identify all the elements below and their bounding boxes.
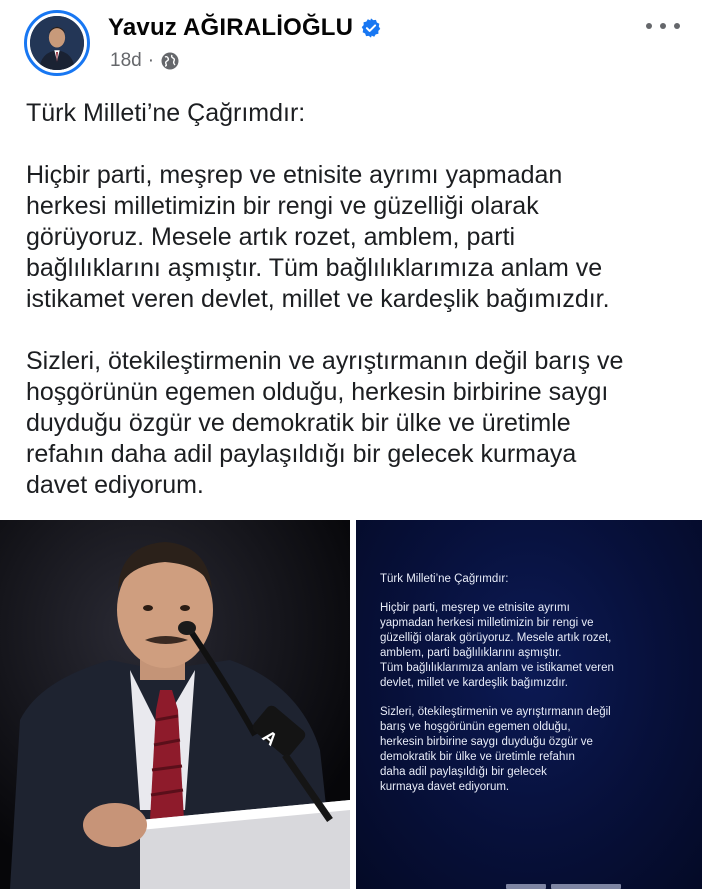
statement-heading: Türk Milleti’ne Çağrımdır:	[380, 573, 509, 585]
post-line: istikamet veren devlet, millet ve kardeşlik bağımızdır.	[26, 285, 610, 313]
post-heading: Türk Milleti’ne Çağrımdır:	[26, 99, 306, 127]
author-name[interactable]: Yavuz AĞIRALİOĞLU	[108, 14, 354, 41]
statement-image[interactable]	[356, 520, 702, 889]
svg-text:A: A	[258, 725, 282, 750]
statement-line: yapmadan herkesi milletimizin bir rengi ve	[380, 617, 594, 629]
statement-line: herkesin birbirine saygı duyduğu özgür ve	[380, 736, 593, 748]
post-header	[0, 0, 702, 90]
statement-line: Hiçbir parti, meşrep ve etnisite ayrımı	[380, 602, 570, 614]
signature-mark	[551, 884, 621, 889]
post-text	[26, 98, 686, 501]
signature-mark	[506, 884, 546, 889]
author-line	[108, 14, 382, 42]
author-avatar[interactable]	[24, 10, 90, 76]
post-line: davet ediyorum.	[26, 471, 204, 499]
speaker-photo[interactable]	[0, 520, 350, 889]
statement-line: demokratik bir ülke ve üretimle refahın	[380, 751, 575, 763]
statement-text	[380, 572, 690, 795]
statement-signature	[506, 876, 656, 884]
post-line: Sizleri, ötekileştirmenin ve ayrıştırmanın değil barış ve	[26, 347, 624, 375]
more-dot	[646, 23, 652, 29]
post-line: bağlılıklarını aşmıştır. Tüm bağlılıklarımıza anlam ve	[26, 254, 603, 282]
statement-line: devlet, millet ve kardeşlik bağımızdır.	[380, 677, 568, 689]
post-line: duyduğu özgür ve demokratik bir ülke ve üretimle	[26, 409, 571, 437]
more-dot	[674, 23, 680, 29]
statement-line: daha adil paylaşıldığı bir gelecek	[380, 766, 547, 778]
avatar-image	[30, 16, 84, 70]
more-dot	[660, 23, 666, 29]
post-media	[0, 520, 702, 889]
post-line: refahın daha adil paylaşıldığı bir gelecek kurmaya	[26, 440, 577, 468]
statement-line: kurmaya davet ediyorum.	[380, 781, 510, 793]
post-line: herkesi milletimizin bir rengi ve güzelliği olarak	[26, 192, 539, 220]
statement-line: Tüm bağlılıklarımıza anlam ve istikamet veren	[380, 662, 614, 674]
statement-line: güzelliği olarak görüyoruz. Mesele artık rozet,	[380, 632, 612, 644]
more-options-icon[interactable]	[646, 14, 680, 38]
post-timestamp[interactable]: 18d	[110, 50, 142, 71]
verified-badge-icon	[360, 17, 382, 39]
post-line: hoşgörünün egemen olduğu, herkesin birbirine saygı	[26, 378, 609, 406]
post-line: Hiçbir parti, meşrep ve etnisite ayrımı yapmadan	[26, 161, 563, 189]
statement-line: barış ve hoşgörünün egemen olduğu,	[380, 721, 571, 733]
post-line: görüyoruz. Mesele artık rozet, amblem, parti	[26, 223, 516, 251]
statement-line: amblem, parti bağlılıklarını aşmıştır.	[380, 647, 562, 659]
globe-icon[interactable]	[160, 51, 180, 71]
post-meta	[110, 50, 180, 72]
statement-line: Sizleri, ötekileştirmenin ve ayrıştırmanın değil	[380, 706, 611, 718]
meta-separator: ·	[147, 50, 155, 71]
